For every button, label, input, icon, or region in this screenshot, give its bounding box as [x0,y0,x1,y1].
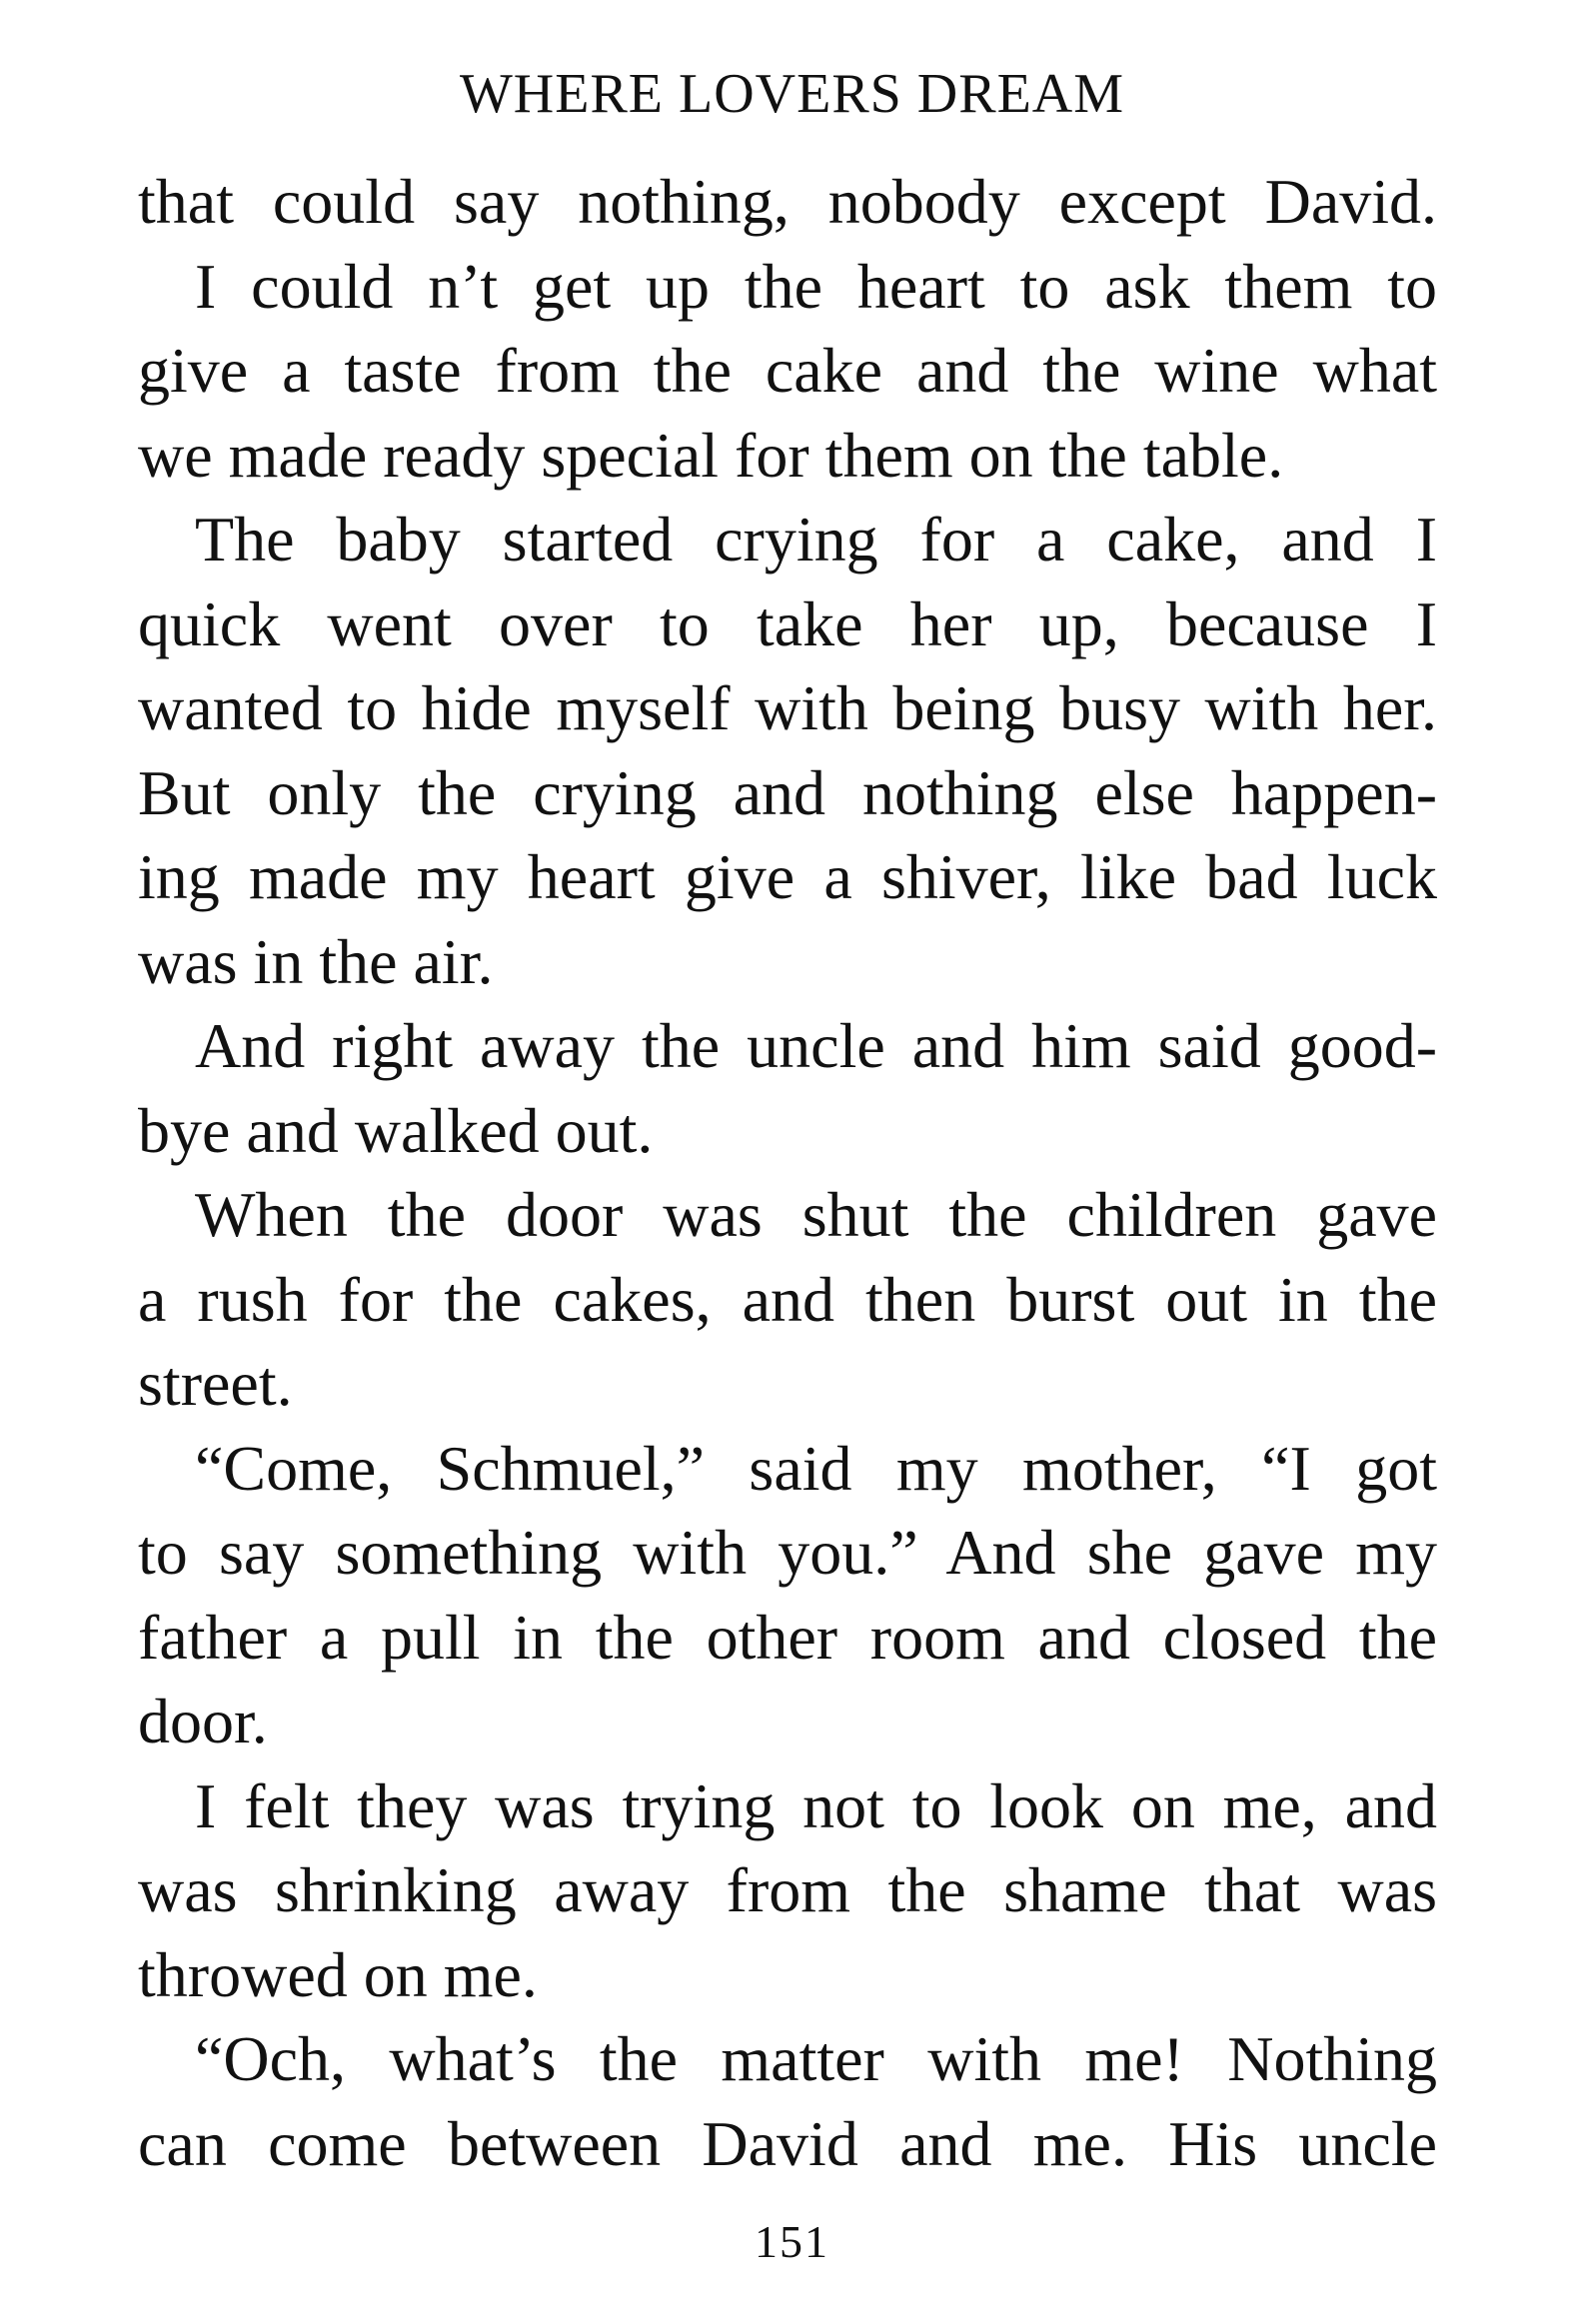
text-line-10: was in the air. [138,925,494,997]
text-line-13: When the door was shut the children gave [195,1179,1437,1250]
text-line-23: “Och, what’s the matter with me! Nothing [195,2023,1437,2094]
text-line-24: can come between David and me. His uncle [138,2107,1437,2179]
text-line-7: wanted to hide myself with being busy with her. [138,672,1437,743]
text-line-8: But only the crying and nothing else happen- [138,756,1437,828]
page-number: 151 [755,2216,829,2267]
text-line-5: The baby started crying for a cake, and I [195,504,1437,575]
text-line-21: was shrinking away from the shame that was [138,1854,1437,1925]
text-line-16: “Come, Schmuel,” said my mother, “I got [195,1432,1437,1504]
text-line-3: give a taste from the cake and the wine what [138,335,1437,406]
body-text [138,160,1437,2186]
text-line-12: bye and walked out. [138,1094,654,1166]
text-line-2: I could n’t get up the heart to ask them to [195,250,1437,322]
text-line-19: door. [138,1686,268,1756]
text-line-4: we made ready special for them on the table. [138,419,1284,491]
text-line-20: I felt they was trying not to look on me, and [195,1769,1437,1841]
text-line-9: ing made my heart give a shiver, like bad luck [138,841,1437,912]
running-head: WHERE LOVERS DREAM [459,63,1125,125]
text-line-18: father a pull in the other room and closed the [138,1601,1437,1673]
text-line-6: quick went over to take her up, because I [138,587,1437,659]
text-line-22: throwed on me. [138,1938,538,2010]
text-line-1: that could say nothing, nobody except David. [138,166,1437,237]
text-line-14: a rush for the cakes, and then burst out in the [138,1263,1437,1335]
text-line-15: street. [138,1348,293,1419]
text-line-11: And right away the uncle and him said good- [195,1010,1437,1081]
text-line-17: to say something with you.” And she gave my [138,1517,1437,1588]
